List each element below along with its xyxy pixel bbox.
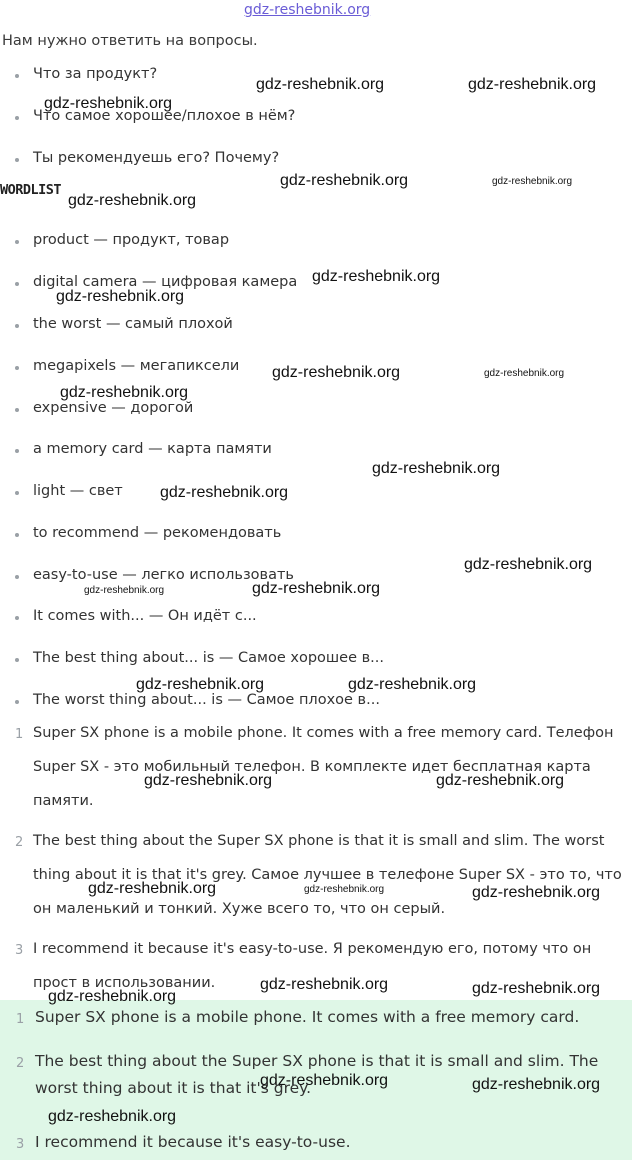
watermark: gdz-reshebnik.org	[88, 880, 217, 897]
watermark: gdz-reshebnik.org	[304, 884, 385, 895]
list-item: Что за продукт?	[33, 66, 158, 82]
list-item: megapixels — мегапиксели	[33, 358, 240, 374]
answer-number: 2	[15, 835, 24, 850]
watermark: gdz-reshebnik.org	[484, 368, 565, 379]
watermark: gdz-reshebnik.org	[472, 884, 601, 901]
answer-text: The best thing about the Super SX phone is that it is small and slim. The worst thing about it is that it's grey.	[35, 1052, 599, 1097]
watermark: gdz-reshebnik.org	[48, 1108, 177, 1125]
watermark: gdz-reshebnik.org	[60, 384, 189, 401]
list-item: the worst — самый плохой	[33, 316, 233, 332]
list-item: The worst thing about... is — Самое плохое в...	[33, 692, 380, 708]
answer-text: Super SX phone is a mobile phone. It comes with a free memory card. Телефон Super SX - это мобильный телефон. В комплекте идет бесплатная карта памяти.	[33, 725, 614, 809]
answer-text: I recommend it because it's easy-to-use. Я рекомендую его, потому что он прост в использовании.	[33, 941, 592, 991]
watermark: gdz-reshebnik.org	[68, 192, 197, 209]
watermark: gdz-reshebnik.org	[136, 676, 265, 693]
wordlist-heading: WORDLIST	[0, 182, 62, 198]
answer-number: 1	[16, 1012, 25, 1027]
list-item: The best thing about... is — Самое хорошее в...	[33, 650, 385, 666]
intro-text: Нам нужно ответить на вопросы.	[2, 33, 258, 49]
watermark: gdz-reshebnik.org	[44, 95, 173, 112]
answer-text: The best thing about the Super SX phone is that it is small and slim. The worst thing about it is that it's grey. Самое лучшее в телефоне Super SX - это то, что он маленький и тонкий. Хуже всего то, что он серый.	[33, 833, 622, 917]
site-link[interactable]: gdz-reshebnik.org	[244, 2, 371, 18]
watermark: gdz-reshebnik.org	[372, 460, 501, 477]
watermark: gdz-reshebnik.org	[160, 484, 289, 501]
list-item: light — свет	[33, 483, 123, 499]
watermark: gdz-reshebnik.org	[260, 976, 389, 993]
list-item: a memory card — карта памяти	[33, 441, 272, 457]
watermark: gdz-reshebnik.org	[256, 76, 385, 93]
list-item: Ты рекомендуешь его? Почему?	[33, 150, 280, 166]
watermark: gdz-reshebnik.org	[464, 556, 593, 573]
list-item: product — продукт, товар	[33, 232, 230, 248]
watermark: gdz-reshebnik.org	[280, 172, 409, 189]
watermark: gdz-reshebnik.org	[144, 772, 273, 789]
watermark: gdz-reshebnik.org	[436, 772, 565, 789]
watermark: gdz-reshebnik.org	[260, 1072, 389, 1089]
watermark: gdz-reshebnik.org	[252, 580, 381, 597]
watermark: gdz-reshebnik.org	[472, 980, 601, 997]
watermark: gdz-reshebnik.org	[56, 288, 185, 305]
list-item: easy-to-use — легко использовать	[33, 567, 294, 583]
list-item: Что самое хорошее/плохое в нём?	[33, 108, 296, 124]
answer-number: 2	[16, 1056, 25, 1071]
list-item: expensive — дорогой	[33, 400, 194, 416]
answer-text: Super SX phone is a mobile phone. It comes with a free memory card.	[35, 1008, 580, 1026]
watermark: gdz-reshebnik.org	[272, 364, 401, 381]
watermark: gdz-reshebnik.org	[348, 676, 477, 693]
list-item: digital camera — цифровая камера	[33, 274, 298, 290]
answer-number: 3	[16, 1137, 25, 1152]
watermark: gdz-reshebnik.org	[472, 1076, 601, 1093]
list-item: to recommend — рекомендовать	[33, 525, 282, 541]
answer-number: 3	[15, 943, 24, 958]
watermark: gdz-reshebnik.org	[312, 268, 441, 285]
watermark: gdz-reshebnik.org	[468, 76, 597, 93]
watermark: gdz-reshebnik.org	[48, 988, 177, 1005]
list-item: It comes with... — Он идёт с...	[33, 608, 257, 624]
answer-number: 1	[15, 727, 24, 742]
watermark: gdz-reshebnik.org	[492, 176, 573, 187]
answer-text: I recommend it because it's easy-to-use.	[35, 1133, 351, 1151]
watermark: gdz-reshebnik.org	[84, 585, 165, 596]
